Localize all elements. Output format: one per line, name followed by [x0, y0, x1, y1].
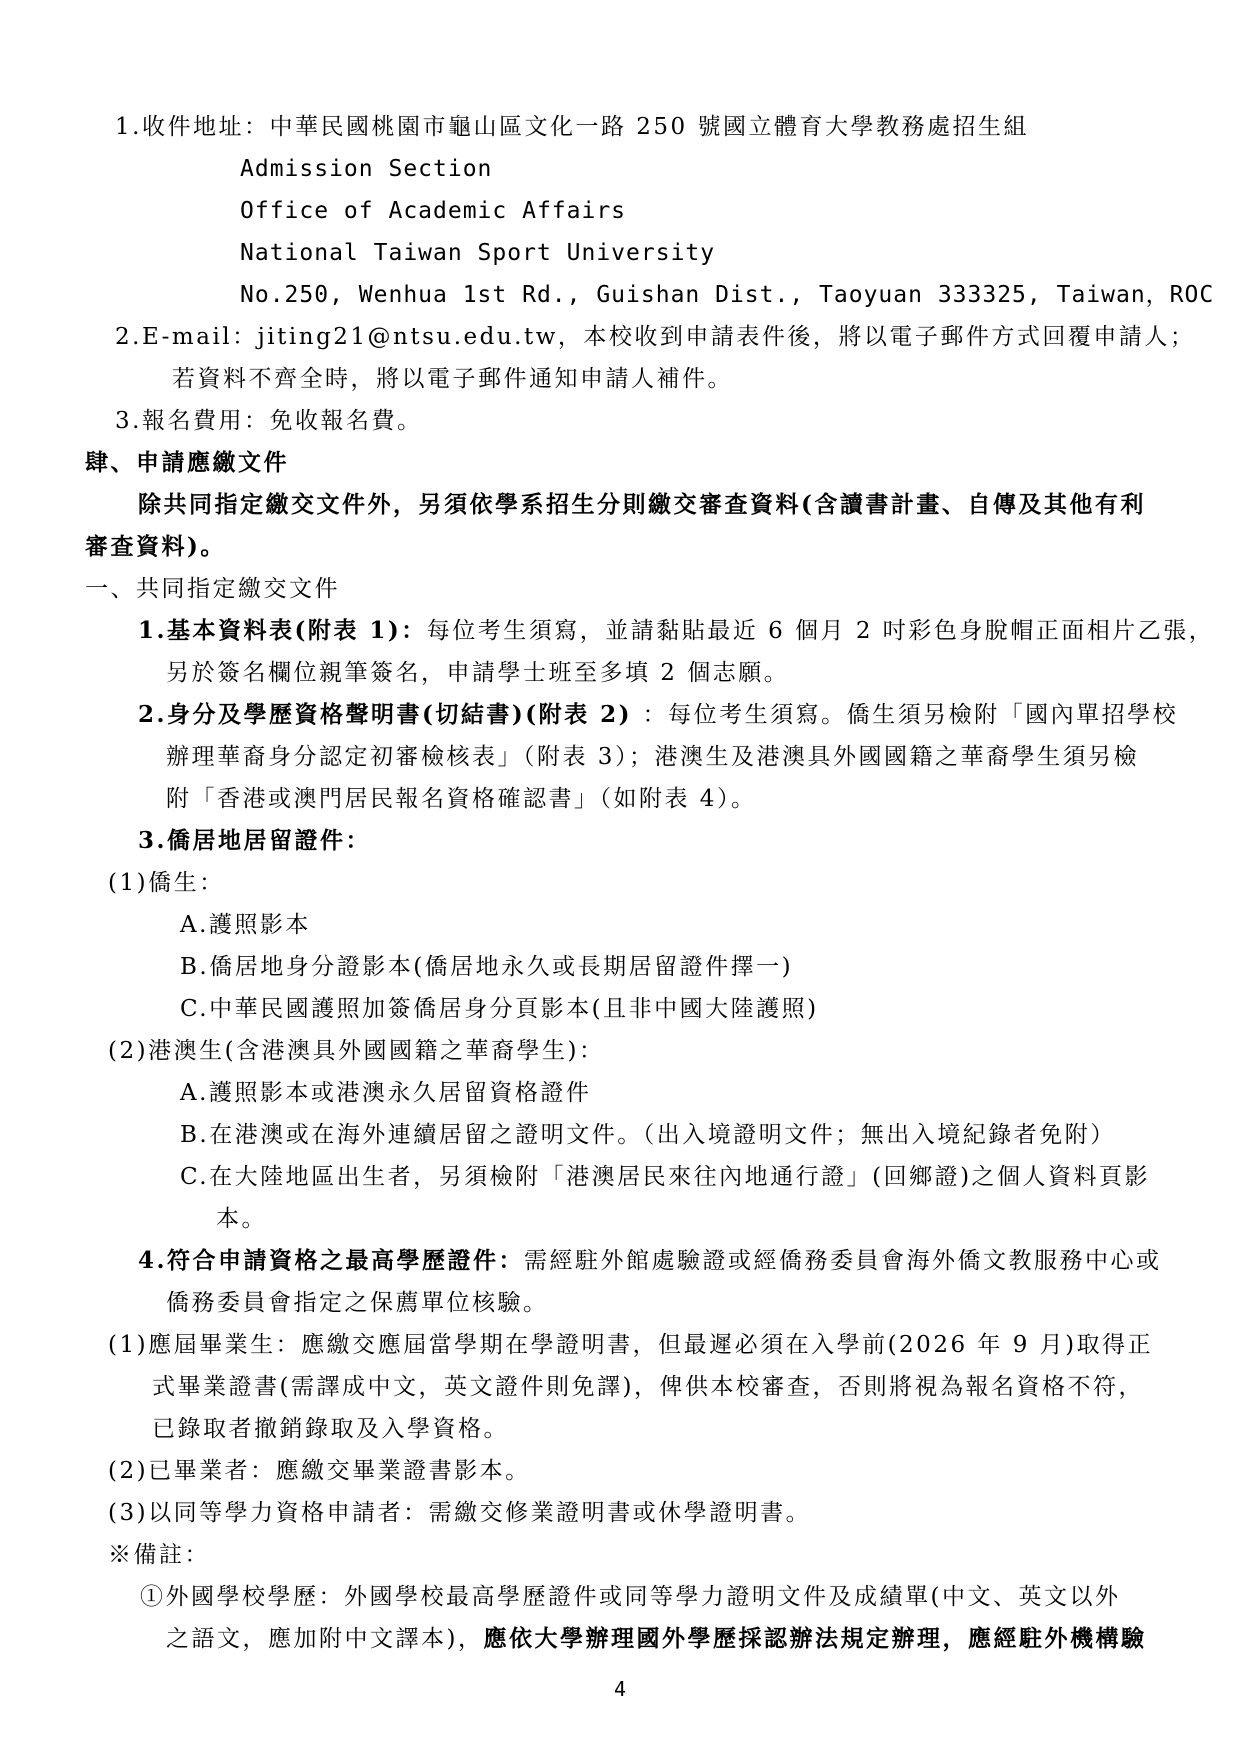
text-run: 需經駐外館處驗證或經僑務委員會海外僑文教服務中心或 [524, 1248, 1162, 1274]
text-run: C.在大陸地區出生者，另須檢附「港澳居民來往內地通行證」(回鄉證)之個人資料頁影 [180, 1164, 1151, 1190]
text-line [166, 1282, 1240, 1324]
text-run: 另於簽名欄位親筆簽名，申請學士班至多填 2 個志願。 [166, 660, 790, 686]
text-line [115, 106, 1240, 148]
text-line [115, 400, 1240, 442]
text-run: A.護照影本 [180, 912, 311, 938]
text-run: 1.基本資料表(附表 1)： [138, 617, 427, 644]
text-run: (1)應屆畢業生：應繳交應屆當學期在學證明書，但最遲必須在入學前(2026 年 9 月)取得正 [108, 1332, 1154, 1358]
text-line [180, 1156, 1240, 1198]
text-run: (3)以同等學力資格申請者：需繳交修業證明書或休學證明書。 [108, 1500, 812, 1526]
text-line [240, 148, 1240, 190]
text-line [138, 820, 1240, 862]
text-run: 式畢業證書(需譯成中文，英文證件則免譯)，俾供本校審查，否則將視為報名資格不符， [152, 1374, 1144, 1400]
text-run: ①外國學校學歷：外國學校最高學歷證件或同等學力證明文件及成績單(中文、英文以外 [140, 1584, 1121, 1610]
text-line [138, 694, 1240, 736]
text-run: 本。 [216, 1206, 267, 1232]
text-line [240, 274, 1240, 316]
text-line [166, 652, 1240, 694]
text-line [166, 736, 1240, 778]
text-line [180, 1114, 1240, 1156]
text-line [85, 568, 1240, 610]
text-run: 審查資料)。 [85, 533, 226, 560]
text-run: 應依大學辦理國外學歷採認辦法規定辦理，應經駐外機構驗 [483, 1625, 1147, 1652]
text-run: 僑務委員會指定之保薦單位核驗。 [166, 1290, 549, 1316]
text-line [108, 862, 1240, 904]
text-run: (2)港澳生(含港澳具外國國籍之華裔學生)： [108, 1038, 605, 1064]
text-run: National Taiwan Sport University [240, 240, 716, 266]
text-run: 若資料不齊全時，將以電子郵件通知申請人補件。 [172, 366, 733, 392]
text-line [166, 778, 1240, 820]
text-line [172, 358, 1240, 400]
text-run: 附「香港或澳門居民報名資格確認書」（如附表 4）。 [166, 786, 757, 812]
text-run: No.250, Wenhua 1st Rd., Guishan Dist., Taoyuan 333325, Taiwan，ROC [240, 282, 1215, 308]
text-run: 2.E-mail：jiting21@ntsu.edu.tw，本校收到申請表件後，將以電子郵件方式回覆申請人； [115, 324, 1196, 350]
text-line [180, 988, 1240, 1030]
text-line [152, 1366, 1240, 1408]
text-run: 2.身分及學歷資格聲明書(切結書)(附表 2) [138, 701, 643, 728]
text-line [152, 1408, 1240, 1450]
text-run: 之語文，應加附中文譯本)， [166, 1626, 484, 1652]
text-run: 辦理華裔身分認定初審檢核表」（附表 3）；港澳生及港澳具外國國籍之華裔學生須另檢 [166, 744, 1139, 770]
text-run: B.在港澳或在海外連續居留之證明文件。（出入境證明文件；無出入境紀錄者免附） [180, 1122, 1116, 1148]
text-run: C.中華民國護照加簽僑居身分頁影本(且非中國大陸護照) [180, 996, 819, 1022]
text-line [108, 1492, 1240, 1534]
text-run: (1)僑生： [108, 870, 225, 896]
text-line [240, 190, 1240, 232]
text-line [138, 484, 1240, 526]
text-run: 4.符合申請資格之最高學歷證件： [138, 1247, 525, 1274]
text-run: ※備註： [108, 1542, 210, 1568]
text-line [108, 1324, 1240, 1366]
text-run: Admission Section [240, 156, 493, 182]
text-line [180, 904, 1240, 946]
text-run: 3.僑居地居留證件： [138, 827, 372, 854]
text-line [216, 1198, 1240, 1240]
text-run: 每位考生須寫，並請黏貼最近 6 個月 2 吋彩色身脫帽正面相片乙張， [426, 618, 1215, 644]
text-run: Office of Academic Affairs [240, 198, 627, 224]
text-run: A.護照影本或港澳永久居留資格證件 [180, 1080, 592, 1106]
text-line [108, 1534, 1240, 1576]
text-line [108, 1030, 1240, 1072]
text-run: B.僑居地身分證影本(僑居地永久或長期居留證件擇一) [180, 954, 794, 980]
page-number: 4 [613, 1677, 627, 1701]
text-line [85, 526, 1240, 568]
text-run: 除共同指定繳交文件外，另須依學系招生分則繳交審查資料(含讀書計畫、自傳及其他有利 [138, 491, 1146, 518]
text-run: (2)已畢業者：應繳交畢業證書影本。 [108, 1458, 531, 1484]
text-run: 一、共同指定繳交文件 [85, 576, 340, 602]
text-line [85, 442, 1240, 484]
text-line [180, 1072, 1240, 1114]
text-run: 肆、申請應繳文件 [85, 449, 289, 476]
text-line [115, 316, 1240, 358]
text-line [138, 1240, 1240, 1282]
text-line [240, 232, 1240, 274]
text-run: 已錄取者撤銷錄取及入學資格。 [152, 1416, 509, 1442]
text-line [166, 1618, 1240, 1660]
text-run: 3.報名費用：免收報名費。 [115, 408, 423, 434]
text-run: 1.收件地址：中華民國桃園市龜山區文化一路 250 號國立體育大學教務處招生組 [115, 114, 1029, 140]
text-line [180, 946, 1240, 988]
text-line [138, 610, 1240, 652]
text-run: ：每位考生須寫。僑生須另檢附「國內單招學校 [642, 702, 1179, 728]
text-line [108, 1450, 1240, 1492]
text-line [140, 1576, 1240, 1618]
